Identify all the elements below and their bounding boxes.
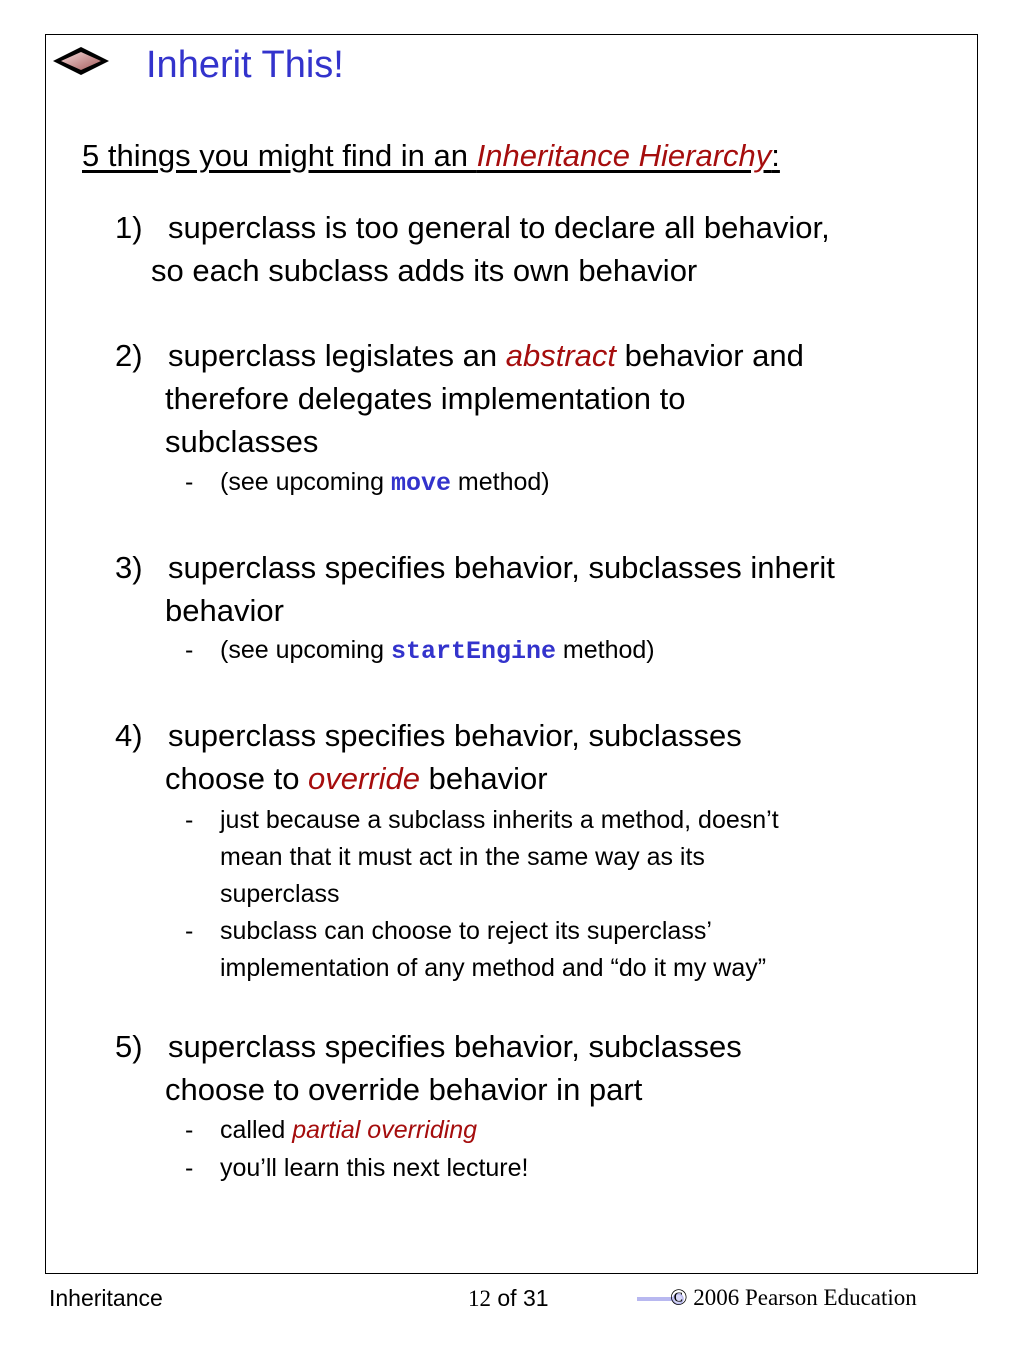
item-2-sub-pre: (see upcoming [220,468,391,496]
footer-copyright: © 2006 Pearson Education [670,1285,917,1310]
item-1-number: 1) [115,210,143,245]
item-2-sub-dash: - [185,468,194,496]
item-4-emphasis: override [308,761,421,796]
item-1-line-1: superclass is too general to declare all behavior, [168,210,830,245]
item-3-line-1: superclass specifies behavior, subclasses inherit [168,550,835,585]
subtitle-emphasis: Inheritance Hierarchy [476,138,772,173]
item-5-sub-2: you’ll learn this next lecture! [220,1154,529,1182]
item-4-sub-1-dash: - [185,806,194,834]
item-4-sub-1-line-1: just because a subclass inherits a method, doesn’t [220,806,779,834]
item-3-sub [220,632,655,670]
item-2-emphasis: abstract [505,338,617,373]
item-4-sub-2-dash: - [185,917,194,945]
item-5-sub-1-emphasis: partial overriding [292,1116,478,1144]
item-3-number: 3) [115,550,143,585]
item-2-post: behavior and [616,338,804,373]
footer-left: Inheritance [49,1285,163,1311]
item-5-number: 5) [115,1029,143,1064]
item-4-line-1: superclass specifies behavior, subclasses [168,718,742,753]
subtitle-prefix: 5 things you might find in an [82,138,477,173]
item-2-sub-code: move [390,469,451,498]
item-3-sub-pre: (see upcoming [220,636,391,664]
item-3-line-2: behavior [165,593,284,628]
item-5-sub-1 [220,1112,477,1149]
item-4-sub-1-line-3: superclass [220,880,340,908]
item-2-sub [220,464,550,502]
slide-title: Inherit This! [146,44,344,86]
item-3-sub-post: method) [555,636,655,664]
footer-page-counter [468,1284,549,1313]
item-4-sub-2-line-1: subclass can choose to reject its superclass’ [220,917,712,945]
subtitle-suffix: : [771,138,780,173]
item-5-sub-1-pre: called [220,1116,293,1144]
diamond-bullet-icon [51,44,111,78]
item-5-line-1: superclass specifies behavior, subclasses [168,1029,742,1064]
item-4-sub-1-line-2: mean that it must act in the same way as its [220,843,705,871]
slide-subtitle [82,137,780,175]
item-2-pre: superclass legislates an [168,338,506,373]
footer-page-of: of 31 [491,1285,549,1311]
item-4-pre: choose to [165,761,309,796]
item-2-line-3: subclasses [165,424,319,459]
item-5-sub-1-dash: - [185,1116,194,1144]
item-1-line-2: so each subclass adds its own behavior [151,253,698,288]
item-2-sub-post: method) [450,468,550,496]
item-2-line-1 [168,334,804,377]
item-5-line-2: choose to override behavior in part [165,1072,643,1107]
footer-page-number: 12 [468,1286,491,1311]
item-2-number: 2) [115,338,143,373]
item-5-sub-2-dash: - [185,1154,194,1182]
item-2-line-2: therefore delegates implementation to [165,381,686,416]
item-3-sub-dash: - [185,636,194,664]
item-4-line-2 [165,757,548,800]
item-4-post: behavior [420,761,548,796]
item-4-number: 4) [115,718,143,753]
item-3-sub-code: startEngine [390,637,556,666]
item-4-sub-2-line-2: implementation of any method and “do it my way” [220,954,767,982]
